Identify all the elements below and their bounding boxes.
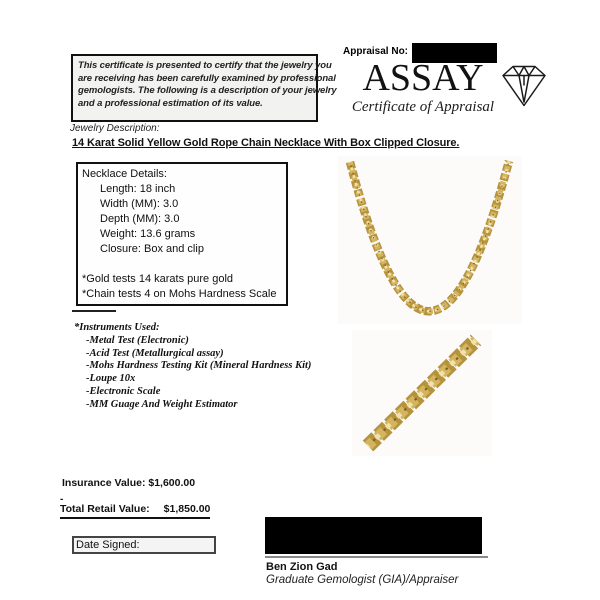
instrument-item: -MM Guage And Weight Estimator [86, 398, 238, 410]
instruments-section [74, 322, 311, 412]
retail-amount: $1,850.00 [163, 503, 211, 515]
jewelry-description-label: Jewelry Description: [70, 123, 160, 134]
appraisal-no-label: Appraisal No: [343, 46, 409, 57]
brand-block [341, 58, 505, 116]
details-heading: Necklace Details: [82, 168, 167, 180]
statement-line: and a professional estimation of its value. [78, 97, 263, 109]
rope-chain-closeup-illustration [352, 330, 492, 456]
detail-row: Length: 18 inch [100, 183, 176, 195]
instrument-item: -Loupe 10x [86, 373, 136, 385]
signer-name: Ben Zion Gad [266, 561, 338, 573]
date-signed-field [72, 536, 216, 554]
instrument-item: -Acid Test (Metallurgical assay) [86, 347, 224, 359]
rope-chain-illustration [338, 156, 522, 324]
brand-name: ASSAY [362, 57, 484, 99]
instrument-item: -Electronic Scale [86, 385, 161, 397]
detail-row: Width (MM): 3.0 [100, 198, 179, 210]
instrument-item: -Mohs Hardness Testing Kit (Mineral Hardness Kit) [86, 360, 312, 372]
instruments-heading: *Instruments Used: [74, 322, 160, 333]
necklace-details-box [76, 162, 288, 306]
necklace-photo [338, 156, 522, 324]
total-retail-value [60, 503, 210, 519]
signature-redaction [265, 517, 482, 554]
statement-line: This certificate is presented to certify that the jewelry you [78, 60, 332, 71]
detail-row: Closure: Box and clip [100, 243, 204, 255]
brand-subtitle: Certificate of Appraisal [351, 99, 495, 115]
detail-note: *Chain tests 4 on Mohs Hardness Scale [82, 288, 277, 300]
retail-label: Total Retail Value: [60, 503, 150, 515]
signer-title: Graduate Gemologist (GIA)/Appraiser [266, 574, 459, 586]
jewelry-title: 14 Karat Solid Yellow Gold Rope Chain Necklace With Box Clipped Closure. [72, 137, 460, 149]
detail-note: *Gold tests 14 karats pure gold [82, 273, 234, 285]
instrument-item: -Metal Test (Electronic) [86, 334, 189, 346]
detail-row: Weight: 13.6 grams [100, 228, 196, 240]
statement-line: are receiving has been carefully examined by professional [78, 72, 336, 84]
chain-closeup-photo [352, 330, 492, 456]
divider-rule [72, 310, 116, 312]
signature-line [265, 556, 488, 558]
insurance-value: Insurance Value: $1,600.00 [62, 477, 196, 489]
certificate-statement-box [71, 54, 337, 122]
detail-row: Depth (MM): 3.0 [100, 213, 180, 225]
statement-line: gemologists. The following is a description of your jewelry [78, 85, 337, 96]
diamond-icon [499, 62, 549, 109]
date-signed-label: Date Signed: [76, 539, 140, 551]
dash-mark: - [60, 494, 64, 505]
